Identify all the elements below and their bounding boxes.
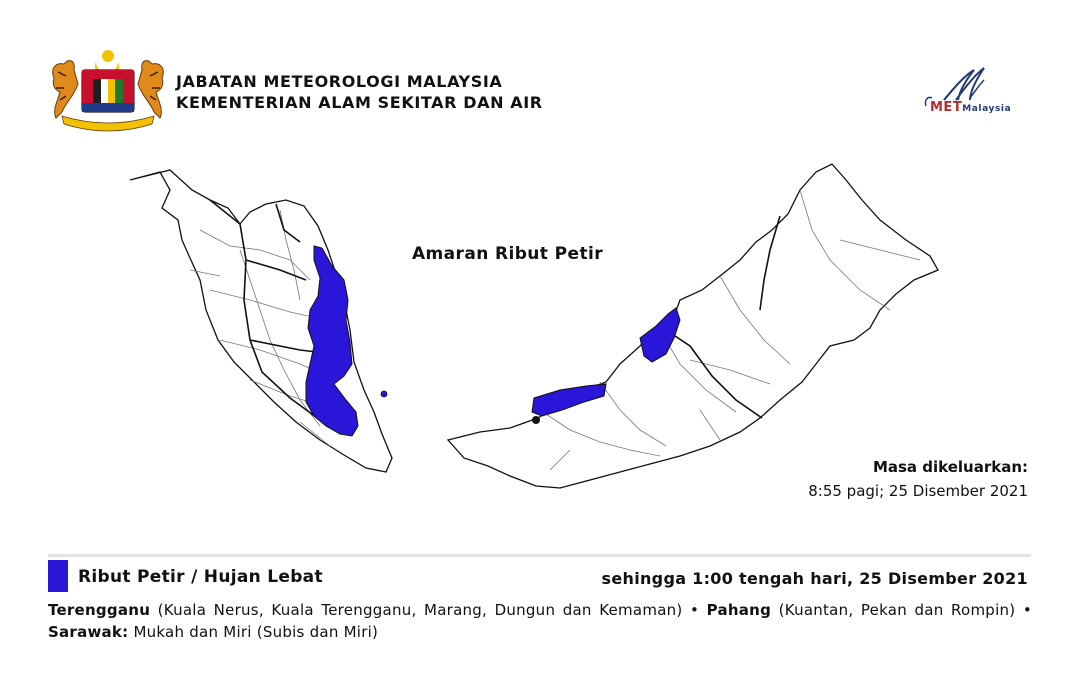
issued-value: 8:55 pagi; 25 Disember 2021 [808, 482, 1028, 500]
org-line-1: JABATAN METEOROLOGI MALAYSIA [176, 72, 503, 91]
met-logo-main: MET [930, 100, 963, 115]
met-logo-small: Malaysia [962, 104, 1012, 114]
area-state: Pahang [706, 601, 772, 619]
area-state: Terengganu [48, 601, 151, 619]
area-state: Sarawak: [48, 623, 129, 641]
area-separator: • [1015, 601, 1032, 619]
organization-name [176, 71, 543, 113]
divider [48, 554, 1031, 557]
header [48, 48, 1038, 133]
map-title: Amaran Ribut Petir [412, 244, 603, 264]
legend-swatch [48, 560, 68, 592]
area-districts: (Kuantan, Pekan dan Rompin) [778, 601, 1016, 619]
area-districts: (Kuala Nerus, Kuala Terengganu, Marang, Dungun dan Kemaman) [157, 601, 683, 619]
issued-label: Masa dikeluarkan: [872, 458, 1028, 476]
issued-time [808, 455, 1028, 503]
borneo [448, 164, 938, 488]
legend-label: Ribut Petir / Hujan Lebat [78, 567, 323, 587]
org-line-2: KEMENTERIAN ALAM SEKITAR DAN AIR [176, 93, 543, 112]
area-separator: • [682, 601, 707, 619]
met-logo-text [930, 100, 1011, 115]
met-malaysia-logo [914, 66, 1034, 116]
area-districts: Mukah dan Miri (Subis dan Miri) [133, 623, 379, 641]
affected-areas [48, 599, 1032, 643]
malaysia-coat-of-arms-icon [48, 48, 168, 133]
valid-until: sehingga 1:00 tengah hari, 25 Disember 2021 [601, 569, 1028, 588]
